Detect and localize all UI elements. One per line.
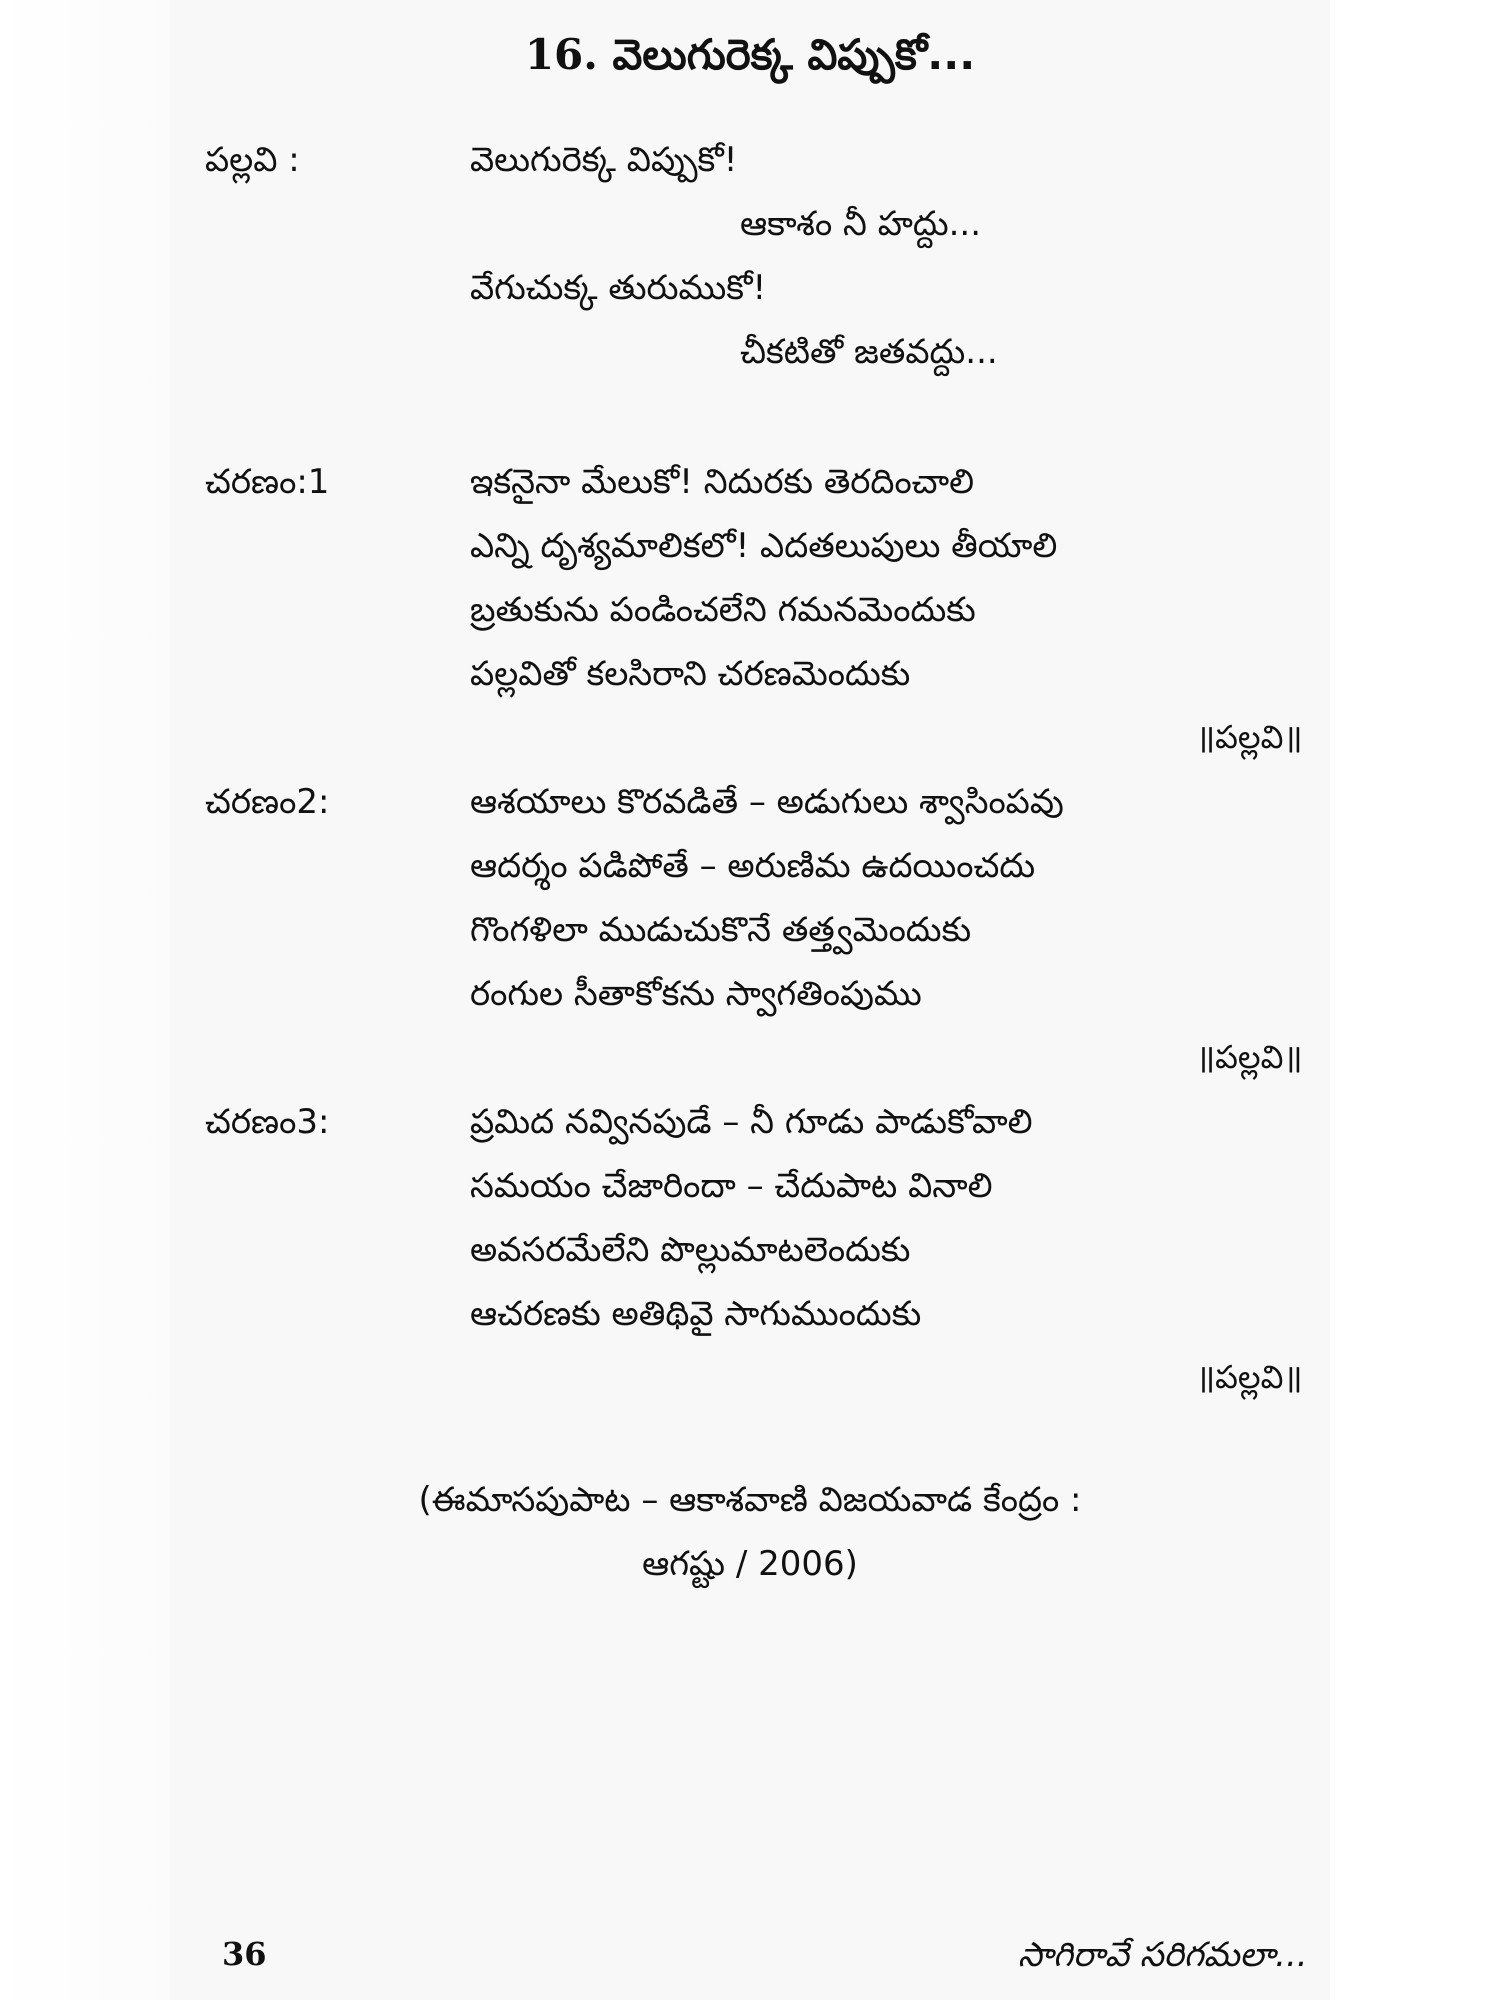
charanam1-label: చరణం:1: [205, 462, 330, 502]
running-title: సాగిరావే సరిగమలా...: [1018, 1935, 1308, 1975]
charanam3-line-1: ప్రమిద నవ్వినపుడే – నీ గూడు పాడుకోవాలి: [470, 1102, 1033, 1142]
charanam3-line-3: అవసరమేలేని పొల్లుమాటలెందుకు: [470, 1230, 911, 1270]
broadcast-credit-line-2: ఆగష్టు / 2006): [642, 1544, 858, 1584]
page-margin: [0, 0, 170, 2000]
charanam2-refrain: ॥పల్లవి॥: [1196, 1038, 1303, 1076]
charanam1-line-4: పల్లవితో కలసిరాని చరణమెందుకు: [470, 654, 911, 694]
song-number: 16.: [524, 30, 598, 79]
pallavi-line-4: చీకటితో జతవద్దు...: [740, 332, 998, 372]
charanam3-line-2: సమయం చేజారిందా – చేదుపాట వినాలి: [470, 1166, 993, 1206]
charanam2-label: చరణం2:: [205, 782, 330, 822]
pallavi-line-3: వేగుచుక్క తురుముకో!: [470, 268, 767, 308]
song-title: [0, 30, 1500, 90]
charanam3-line-4: ఆచరణకు అతిథివై సాగుముందుకు: [470, 1294, 922, 1334]
page-number: 36: [222, 1935, 267, 1973]
charanam1-line-3: బ్రతుకును పండించలేని గమనమెందుకు: [470, 590, 976, 630]
charanam2-line-1: ఆశయాలు కొరవడితే – అడుగులు శ్వాసింపవు: [470, 782, 1064, 822]
charanam3-label: చరణం3:: [205, 1102, 330, 1142]
charanam3-refrain: ॥పల్లవి॥: [1196, 1358, 1303, 1396]
charanam2-line-3: గొంగళిలా ముడుచుకొనే తత్త్వమెందుకు: [470, 910, 972, 950]
charanam1-refrain: ॥పల్లవి॥: [1196, 718, 1303, 756]
charanam1-line-1: ఇకనైనా మేలుకో! నిదురకు తెరదించాలి: [470, 462, 975, 502]
pallavi-line-2: ఆకాశం నీ హద్దు...: [740, 204, 982, 244]
pallavi-line-1: వెలుగురెక్క విప్పుకో!: [470, 140, 738, 180]
broadcast-credit-line-1: (ఈమాసపుపాట – ఆకాశవాణి విజయవాడ కేంద్రం :: [418, 1480, 1082, 1520]
song-title-text: వెలుగురెక్క విప్పుకో...: [612, 30, 976, 79]
charanam2-line-2: ఆదర్శం పడిపోతే – అరుణిమ ఉదయించదు: [470, 846, 1036, 886]
pallavi-label: పల్లవి :: [205, 140, 300, 180]
charanam2-line-4: రంగుల సీతాకోకను స్వాగతింపుము: [470, 974, 922, 1014]
charanam1-line-2: ఎన్ని దృశ్యమాలికలో! ఎదతలుపులు తీయాలి: [470, 526, 1058, 566]
